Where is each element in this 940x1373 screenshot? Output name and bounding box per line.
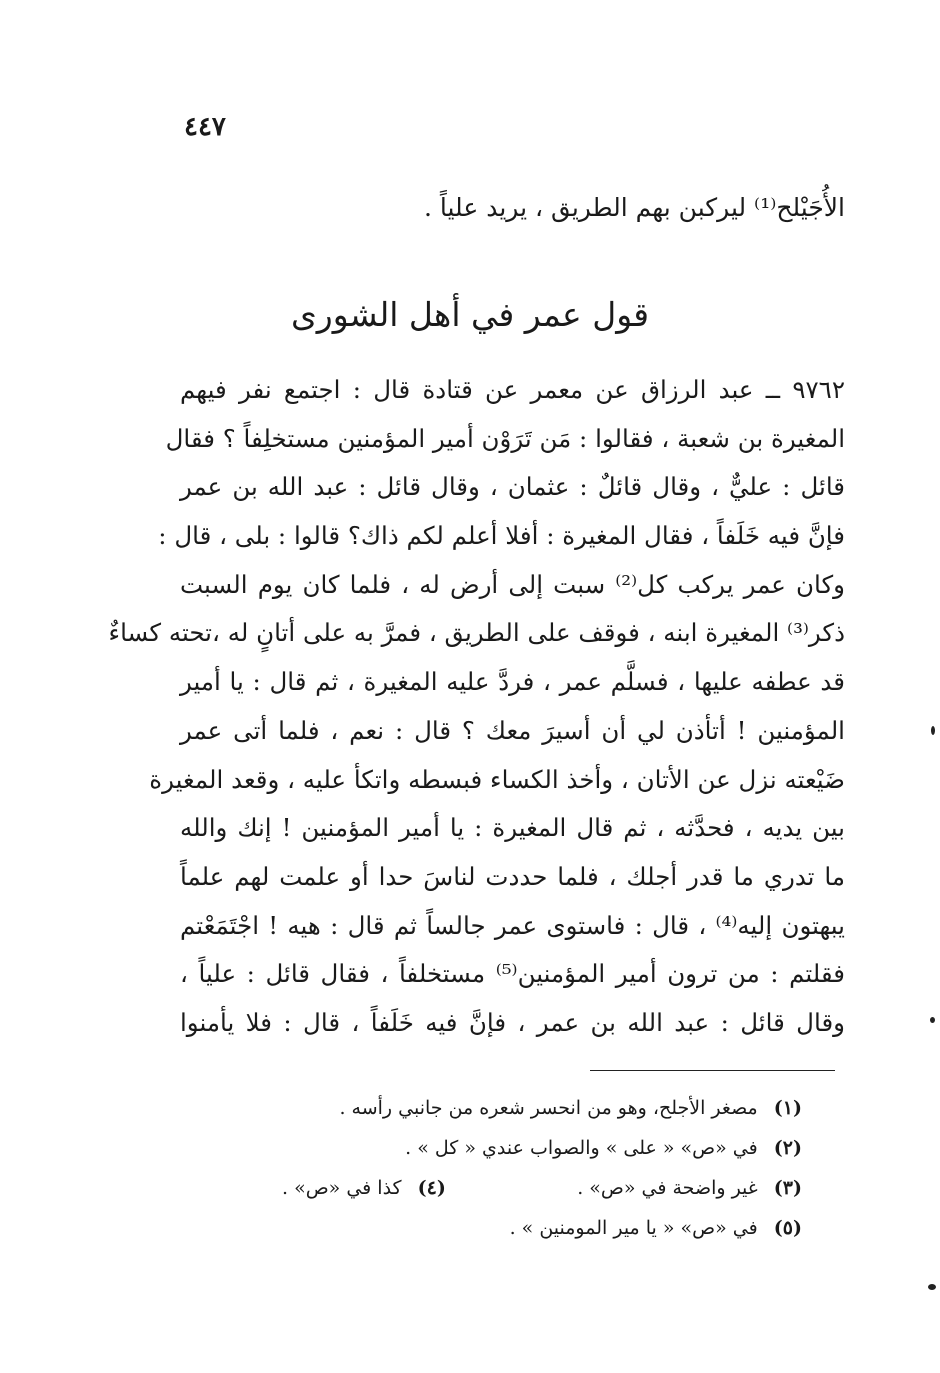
body-line: فقلتم : من ترون أمير المؤمنين⁽⁵⁾ مستخلفاً ، فقال قائل : علياً ، (180, 959, 845, 989)
body-line: المؤمنين ! أتأذن لي أن أسيرَ معك ؟ قال : نعم ، فلما أتى عمر (180, 715, 845, 745)
footnote-2 (282, 1128, 802, 1168)
continuation-line: الأُجَيْلح⁽¹⁾ ليركبن بهم الطريق ، يريد علياً . (424, 193, 845, 222)
body-line: ما تدري ما قدر أجلك ، فلما حددت لناسَ حدا أو علمت لهم علماً (180, 861, 845, 891)
footnote-5 (282, 1208, 802, 1248)
body-line: وقال قائل : عبد الله بن عمر ، فإنَّ فيه خَلَفاً ، قال : فلا يأمنوا (180, 1007, 845, 1037)
body-line: بين يديه ، فحدَّثه ، ثم قال المغيرة : يا أمير المؤمنين ! إنك والله (180, 813, 845, 843)
footnote-row-3-4 (282, 1168, 802, 1208)
footnote-4 (282, 1168, 446, 1208)
footnote-3 (577, 1168, 802, 1208)
footnotes (282, 1088, 802, 1248)
footnote-text: مصغر الأجلح، وهو من انحسر شعره من جانبي رأسه . (339, 1097, 758, 1119)
footnote-text: في «ص» « يا مير المومنين » . (509, 1217, 758, 1239)
scan-speck (930, 1017, 935, 1023)
body-line: يبهتون إليه⁽⁴⁾ ، قال : فاستوى عمر جالساً ثم قال : هيه ! اجْتَمَعْتم (180, 910, 845, 940)
body-line: قد عطفه عليها ، فسلَّم عمر ، فردَّ عليه المغيرة ، ثم قال : يا أمير (180, 667, 845, 697)
footnote-text: غير واضحة في «ص» . (577, 1177, 758, 1199)
footnote-text: في «ص» « على » والصواب عندي « كل » . (405, 1137, 758, 1159)
footnote-1 (282, 1088, 802, 1128)
footnote-number: (٣) (773, 1177, 802, 1199)
body-line: وكان عمر يركب كل⁽²⁾ سبت إلى أرض له ، فلما كان يوم السبت (180, 569, 845, 599)
body-line: فإنَّ فيه خَلَفاً ، فقال المغيرة : أفلا أعلم لكم ذاك؟ قالوا : بلى ، قال : (158, 521, 845, 551)
scan-speck (931, 726, 935, 735)
scan-speck (928, 1284, 936, 1290)
section-heading: قول عمر في أهل الشورى (290, 295, 650, 334)
body-line: قائل : عليٌّ ، وقال قائلٌ : عثمان ، وقال قائل : عبد الله بن عمر (180, 472, 845, 502)
hadith-body (108, 366, 845, 1048)
footnote-text: كذا في «ص» . (282, 1177, 402, 1199)
footnote-number: (٤) (417, 1177, 446, 1199)
body-line: ضَيْعته نزل عن الأتان ، وأخذ الكساء فبسطه واتكأ عليه ، وقعد المغيرة (149, 764, 845, 794)
body-line: ٩٧٦٢ ــ عبد الرزاق عن معمر عن قتادة قال : اجتمع نفر فيهم (180, 375, 845, 404)
body-line: المغيرة بن شعبة ، فقالوا : مَن تَرَوْن أمير المؤمنين مستخلِفاً ؟ فقال (165, 423, 845, 453)
footnote-number: (٢) (773, 1137, 802, 1159)
footnote-number: (٥) (773, 1217, 802, 1239)
footnote-divider (590, 1070, 835, 1071)
page-number: ٤٤٧ (184, 112, 226, 142)
body-line: ذكر⁽³⁾ المغيرة ابنه ، فوقف على الطريق ، فمرَّ به على أتانٍ له ،تحته كساءٌ (108, 618, 845, 648)
footnote-number: (١) (773, 1097, 802, 1119)
